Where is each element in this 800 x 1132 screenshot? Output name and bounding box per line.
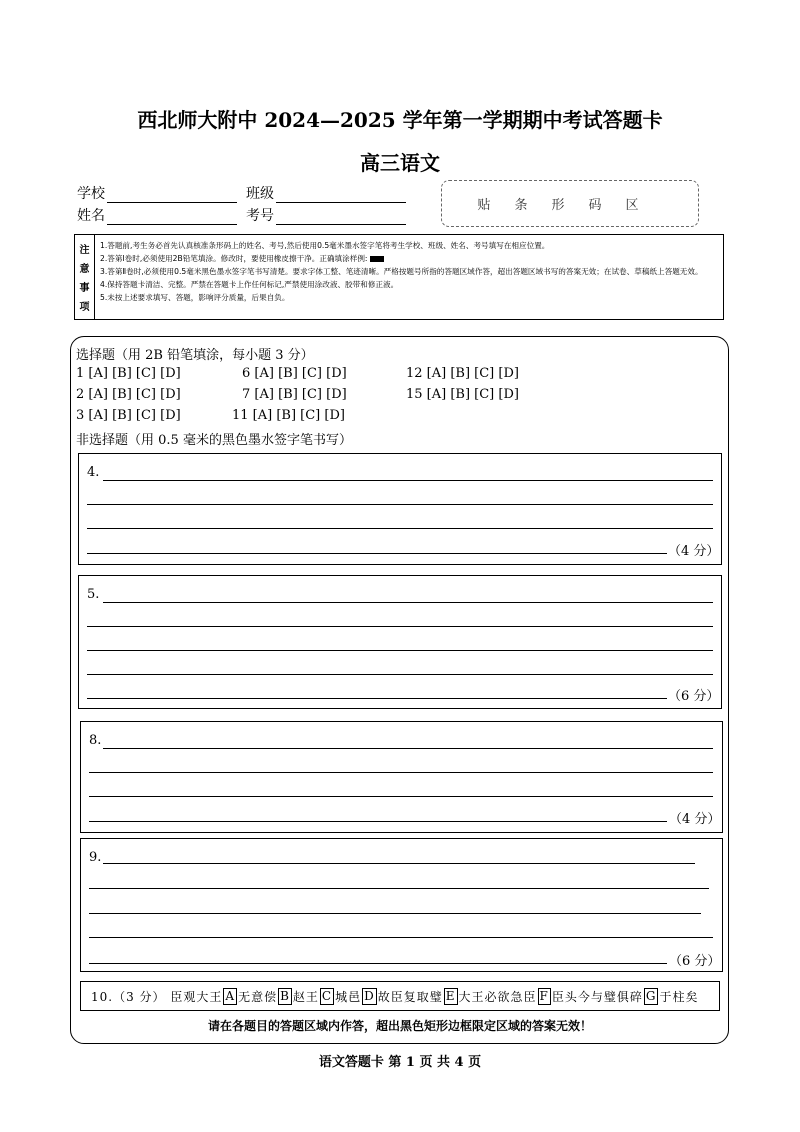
name-field[interactable] xyxy=(77,205,237,225)
school-input[interactable] xyxy=(107,188,237,203)
mc-item[interactable]: 1 [A] [B] [C] [D] xyxy=(76,366,181,381)
notice-item: 2.答第Ⅰ卷时,必须使用2B铅笔填涂。修改时，要使用橡皮擦干净。正确填涂样例: xyxy=(100,252,718,265)
mc-row xyxy=(76,387,676,405)
question-number: 9. xyxy=(89,850,102,865)
mc-item[interactable]: 15 [A] [B] [C] [D] xyxy=(406,387,519,402)
writing-line xyxy=(103,863,695,864)
name-label: 姓名 xyxy=(77,208,105,224)
writing-line xyxy=(87,650,713,651)
mc-item[interactable]: 12 [A] [B] [C] [D] xyxy=(406,366,519,381)
notice-items xyxy=(95,235,723,319)
q10-text: 臣头今与璧俱碎 xyxy=(551,989,643,1004)
writing-line xyxy=(87,553,667,554)
exam-no-field[interactable] xyxy=(246,205,406,225)
question-number: 10.（3 分） xyxy=(91,989,166,1004)
choice-section-label: 选择题（用 2B 铅笔填涂，每小题 3 分） xyxy=(76,348,314,363)
mc-item[interactable]: 7 [A] [B] [C] [D] xyxy=(242,387,347,402)
q10-text: 臣观大王 xyxy=(170,989,223,1004)
notice-heading: 注 意 事 项 xyxy=(75,235,95,319)
mc-row xyxy=(76,408,676,426)
writing-line xyxy=(89,821,667,822)
name-input[interactable] xyxy=(107,210,237,225)
class-field[interactable] xyxy=(246,183,406,203)
subject-title: 高三语文 xyxy=(360,151,440,175)
break-mark-a[interactable]: A xyxy=(225,988,236,1003)
school-label: 学校 xyxy=(77,186,105,202)
q10-text: 大王必欲急臣 xyxy=(458,989,537,1004)
notice-item: 1.答题前,考生务必首先认真核准条形码上的姓名、考号,然后使用0.5毫米墨水签字笔将考生学校、班级、姓名、考号填写在相应位置。 xyxy=(100,241,550,250)
answer-box-q9[interactable] xyxy=(80,838,723,972)
q10-text: 于柱矣 xyxy=(659,989,699,1004)
mc-item[interactable]: 2 [A] [B] [C] [D] xyxy=(76,387,181,402)
page-title: 西北师大附中 2024—2025 学年第一学期期中考试答题卡 xyxy=(137,108,663,132)
score-label: （4 分） xyxy=(669,812,721,827)
q10-text: 城邑 xyxy=(335,989,362,1004)
q10-text: 故臣复取璧 xyxy=(377,989,443,1004)
answer-box-q8[interactable] xyxy=(80,721,723,833)
writing-line xyxy=(87,626,713,627)
notice-item: 3.答第Ⅱ卷时,必须使用0.5毫米黑色墨水签字笔书写清楚。要求字体工整、笔迹清晰。严格按题号所指的答题区域作答，超出答题区域书写的答案无效；在试卷、草稿纸上答题无效。 xyxy=(100,267,703,276)
question-number: 4. xyxy=(87,465,100,480)
break-mark-c[interactable]: C xyxy=(321,988,333,1003)
mc-item[interactable]: 11 [A] [B] [C] [D] xyxy=(232,408,345,423)
answer-box-q4[interactable] xyxy=(78,453,722,565)
writing-line xyxy=(103,480,713,481)
writing-line xyxy=(103,748,713,749)
writing-line xyxy=(103,602,713,603)
writing-line xyxy=(89,913,701,914)
writing-line xyxy=(89,888,709,889)
break-mark-e[interactable]: E xyxy=(445,988,456,1003)
score-label: （6 分） xyxy=(669,954,721,969)
mc-row xyxy=(76,366,676,384)
writing-line xyxy=(89,963,667,964)
writing-line xyxy=(89,772,713,773)
class-label: 班级 xyxy=(246,186,274,202)
score-label: （6 分） xyxy=(668,689,720,704)
mc-item[interactable]: 6 [A] [B] [C] [D] xyxy=(242,366,347,381)
writing-line xyxy=(87,674,713,675)
answer-box-q5[interactable] xyxy=(78,575,722,709)
break-mark-g[interactable]: G xyxy=(645,988,657,1003)
answer-box-q10[interactable] xyxy=(80,981,720,1011)
class-input[interactable] xyxy=(276,188,406,203)
question-number: 5. xyxy=(87,587,100,602)
break-mark-f[interactable]: F xyxy=(539,988,549,1003)
barcode-area[interactable]: 贴条形码区 xyxy=(441,180,699,227)
page-footer: 语文答题卡 第 1 页 共 4 页 xyxy=(318,1055,482,1070)
question-number: 8. xyxy=(89,733,102,748)
fill-sample-mark xyxy=(370,256,384,262)
notice-item: 5.未按上述要求填写、答题，影响评分质量，后果自负。 xyxy=(100,293,290,302)
warning-text: 请在各题目的答题区域内作答，超出黑色矩形边框限定区域的答案无效！ xyxy=(207,1019,592,1033)
school-field[interactable] xyxy=(77,183,237,203)
exam-no-input[interactable] xyxy=(276,210,406,225)
mc-item[interactable]: 3 [A] [B] [C] [D] xyxy=(76,408,181,423)
notice-box xyxy=(74,234,724,320)
nonchoice-section-label: 非选择题（用 0.5 毫米的黑色墨水签字笔书写） xyxy=(76,433,352,448)
score-label: （4 分） xyxy=(668,544,720,559)
writing-line xyxy=(89,796,713,797)
exam-no-label: 考号 xyxy=(246,208,274,224)
writing-line xyxy=(89,937,713,938)
writing-line xyxy=(87,504,713,505)
q10-text: 赵王 xyxy=(292,989,319,1004)
writing-line xyxy=(87,528,713,529)
writing-line xyxy=(87,698,667,699)
q10-text: 无意偿 xyxy=(238,989,278,1004)
break-mark-b[interactable]: B xyxy=(280,988,290,1003)
break-mark-d[interactable]: D xyxy=(364,988,375,1003)
notice-item: 4.保持答题卡清洁、完整。严禁在答题卡上作任何标记,严禁使用涂改液、胶带和修正液。 xyxy=(100,280,399,289)
